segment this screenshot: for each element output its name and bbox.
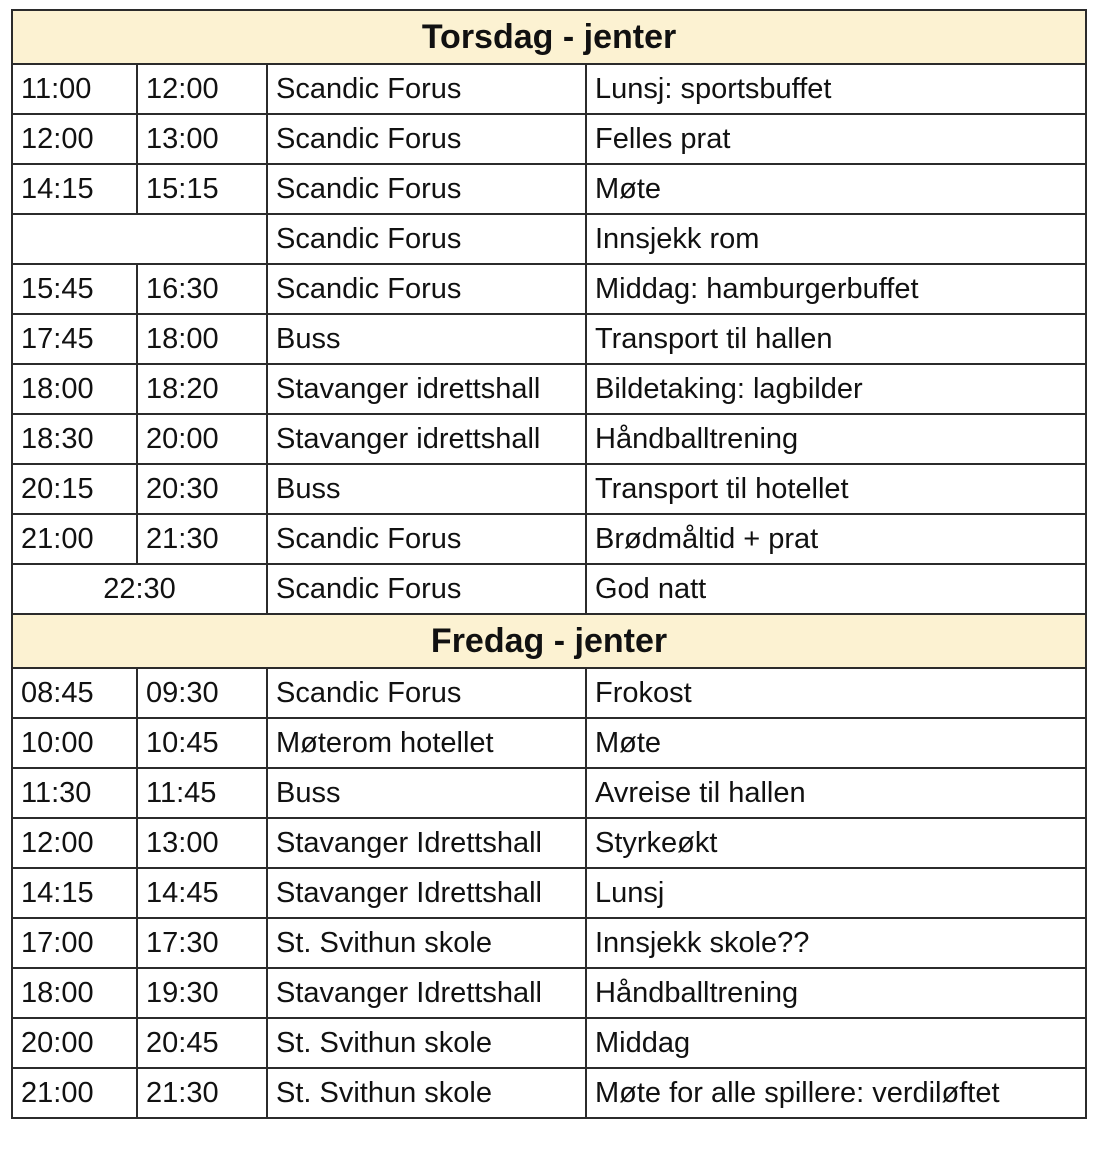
end-time-cell: 20:45 bbox=[137, 1018, 267, 1068]
place-cell: Scandic Forus bbox=[267, 564, 586, 614]
table-row bbox=[12, 64, 1086, 114]
table-row bbox=[12, 414, 1086, 464]
activity-cell: Middag bbox=[586, 1018, 1086, 1068]
place-cell: St. Svithun skole bbox=[267, 1068, 586, 1118]
end-time-cell: 16:30 bbox=[137, 264, 267, 314]
section-title: Fredag - jenter bbox=[12, 614, 1086, 668]
end-time-cell: 20:30 bbox=[137, 464, 267, 514]
end-time-cell: 13:00 bbox=[137, 114, 267, 164]
place-cell: St. Svithun skole bbox=[267, 918, 586, 968]
schedule-table bbox=[11, 9, 1087, 1119]
place-cell: Scandic Forus bbox=[267, 114, 586, 164]
place-cell: Stavanger Idrettshall bbox=[267, 968, 586, 1018]
activity-cell: Lunsj: sportsbuffet bbox=[586, 64, 1086, 114]
place-cell: Buss bbox=[267, 464, 586, 514]
activity-cell: Frokost bbox=[586, 668, 1086, 718]
section-title: Torsdag - jenter bbox=[12, 10, 1086, 64]
start-time-cell: 12:00 bbox=[12, 114, 137, 164]
table-row bbox=[12, 264, 1086, 314]
table-row bbox=[12, 918, 1086, 968]
time-cell bbox=[12, 214, 267, 264]
activity-cell: Brødmåltid + prat bbox=[586, 514, 1086, 564]
table-row bbox=[12, 214, 1086, 264]
table-row bbox=[12, 114, 1086, 164]
start-time-cell: 18:00 bbox=[12, 364, 137, 414]
activity-cell: God natt bbox=[586, 564, 1086, 614]
place-cell: Stavanger idrettshall bbox=[267, 414, 586, 464]
activity-cell: Middag: hamburgerbuffet bbox=[586, 264, 1086, 314]
place-cell: Buss bbox=[267, 314, 586, 364]
end-time-cell: 17:30 bbox=[137, 918, 267, 968]
table-row bbox=[12, 314, 1086, 364]
start-time-cell: 21:00 bbox=[12, 1068, 137, 1118]
start-time-cell: 11:30 bbox=[12, 768, 137, 818]
start-time-cell: 15:45 bbox=[12, 264, 137, 314]
end-time-cell: 10:45 bbox=[137, 718, 267, 768]
activity-cell: Avreise til hallen bbox=[586, 768, 1086, 818]
end-time-cell: 21:30 bbox=[137, 1068, 267, 1118]
place-cell: Scandic Forus bbox=[267, 264, 586, 314]
start-time-cell: 08:45 bbox=[12, 668, 137, 718]
start-time-cell: 18:30 bbox=[12, 414, 137, 464]
place-cell: Stavanger idrettshall bbox=[267, 364, 586, 414]
place-cell: Stavanger Idrettshall bbox=[267, 868, 586, 918]
start-time-cell: 11:00 bbox=[12, 64, 137, 114]
place-cell: Møterom hotellet bbox=[267, 718, 586, 768]
start-time-cell: 17:45 bbox=[12, 314, 137, 364]
activity-cell: Transport til hotellet bbox=[586, 464, 1086, 514]
place-cell: Scandic Forus bbox=[267, 214, 586, 264]
end-time-cell: 19:30 bbox=[137, 968, 267, 1018]
start-time-cell: 14:15 bbox=[12, 164, 137, 214]
activity-cell: Møte for alle spillere: verdiløftet bbox=[586, 1068, 1086, 1118]
start-time-cell: 18:00 bbox=[12, 968, 137, 1018]
activity-cell: Møte bbox=[586, 718, 1086, 768]
place-cell: St. Svithun skole bbox=[267, 1018, 586, 1068]
table-row bbox=[12, 164, 1086, 214]
table-row bbox=[12, 464, 1086, 514]
end-time-cell: 14:45 bbox=[137, 868, 267, 918]
schedule-body bbox=[12, 10, 1086, 1118]
end-time-cell: 11:45 bbox=[137, 768, 267, 818]
table-row bbox=[12, 1068, 1086, 1118]
activity-cell: Håndballtrening bbox=[586, 414, 1086, 464]
end-time-cell: 13:00 bbox=[137, 818, 267, 868]
activity-cell: Felles prat bbox=[586, 114, 1086, 164]
place-cell: Scandic Forus bbox=[267, 64, 586, 114]
place-cell: Scandic Forus bbox=[267, 514, 586, 564]
section-header-row bbox=[12, 614, 1086, 668]
place-cell: Stavanger Idrettshall bbox=[267, 818, 586, 868]
activity-cell: Transport til hallen bbox=[586, 314, 1086, 364]
table-row bbox=[12, 514, 1086, 564]
table-row bbox=[12, 868, 1086, 918]
table-row bbox=[12, 364, 1086, 414]
end-time-cell: 20:00 bbox=[137, 414, 267, 464]
activity-cell: Møte bbox=[586, 164, 1086, 214]
end-time-cell: 18:20 bbox=[137, 364, 267, 414]
start-time-cell: 20:15 bbox=[12, 464, 137, 514]
end-time-cell: 15:15 bbox=[137, 164, 267, 214]
table-row bbox=[12, 818, 1086, 868]
start-time-cell: 14:15 bbox=[12, 868, 137, 918]
activity-cell: Bildetaking: lagbilder bbox=[586, 364, 1086, 414]
table-row bbox=[12, 1018, 1086, 1068]
table-row bbox=[12, 968, 1086, 1018]
activity-cell: Håndballtrening bbox=[586, 968, 1086, 1018]
start-time-cell: 20:00 bbox=[12, 1018, 137, 1068]
start-time-cell: 17:00 bbox=[12, 918, 137, 968]
table-row bbox=[12, 564, 1086, 614]
place-cell: Scandic Forus bbox=[267, 164, 586, 214]
activity-cell: Styrkeøkt bbox=[586, 818, 1086, 868]
start-time-cell: 10:00 bbox=[12, 718, 137, 768]
place-cell: Scandic Forus bbox=[267, 668, 586, 718]
table-row bbox=[12, 668, 1086, 718]
section-header-row bbox=[12, 10, 1086, 64]
activity-cell: Innsjekk skole?? bbox=[586, 918, 1086, 968]
end-time-cell: 12:00 bbox=[137, 64, 267, 114]
end-time-cell: 09:30 bbox=[137, 668, 267, 718]
table-row bbox=[12, 718, 1086, 768]
end-time-cell: 21:30 bbox=[137, 514, 267, 564]
start-time-cell: 21:00 bbox=[12, 514, 137, 564]
start-time-cell: 12:00 bbox=[12, 818, 137, 868]
place-cell: Buss bbox=[267, 768, 586, 818]
end-time-cell: 18:00 bbox=[137, 314, 267, 364]
activity-cell: Lunsj bbox=[586, 868, 1086, 918]
time-cell: 22:30 bbox=[12, 564, 267, 614]
table-row bbox=[12, 768, 1086, 818]
activity-cell: Innsjekk rom bbox=[586, 214, 1086, 264]
